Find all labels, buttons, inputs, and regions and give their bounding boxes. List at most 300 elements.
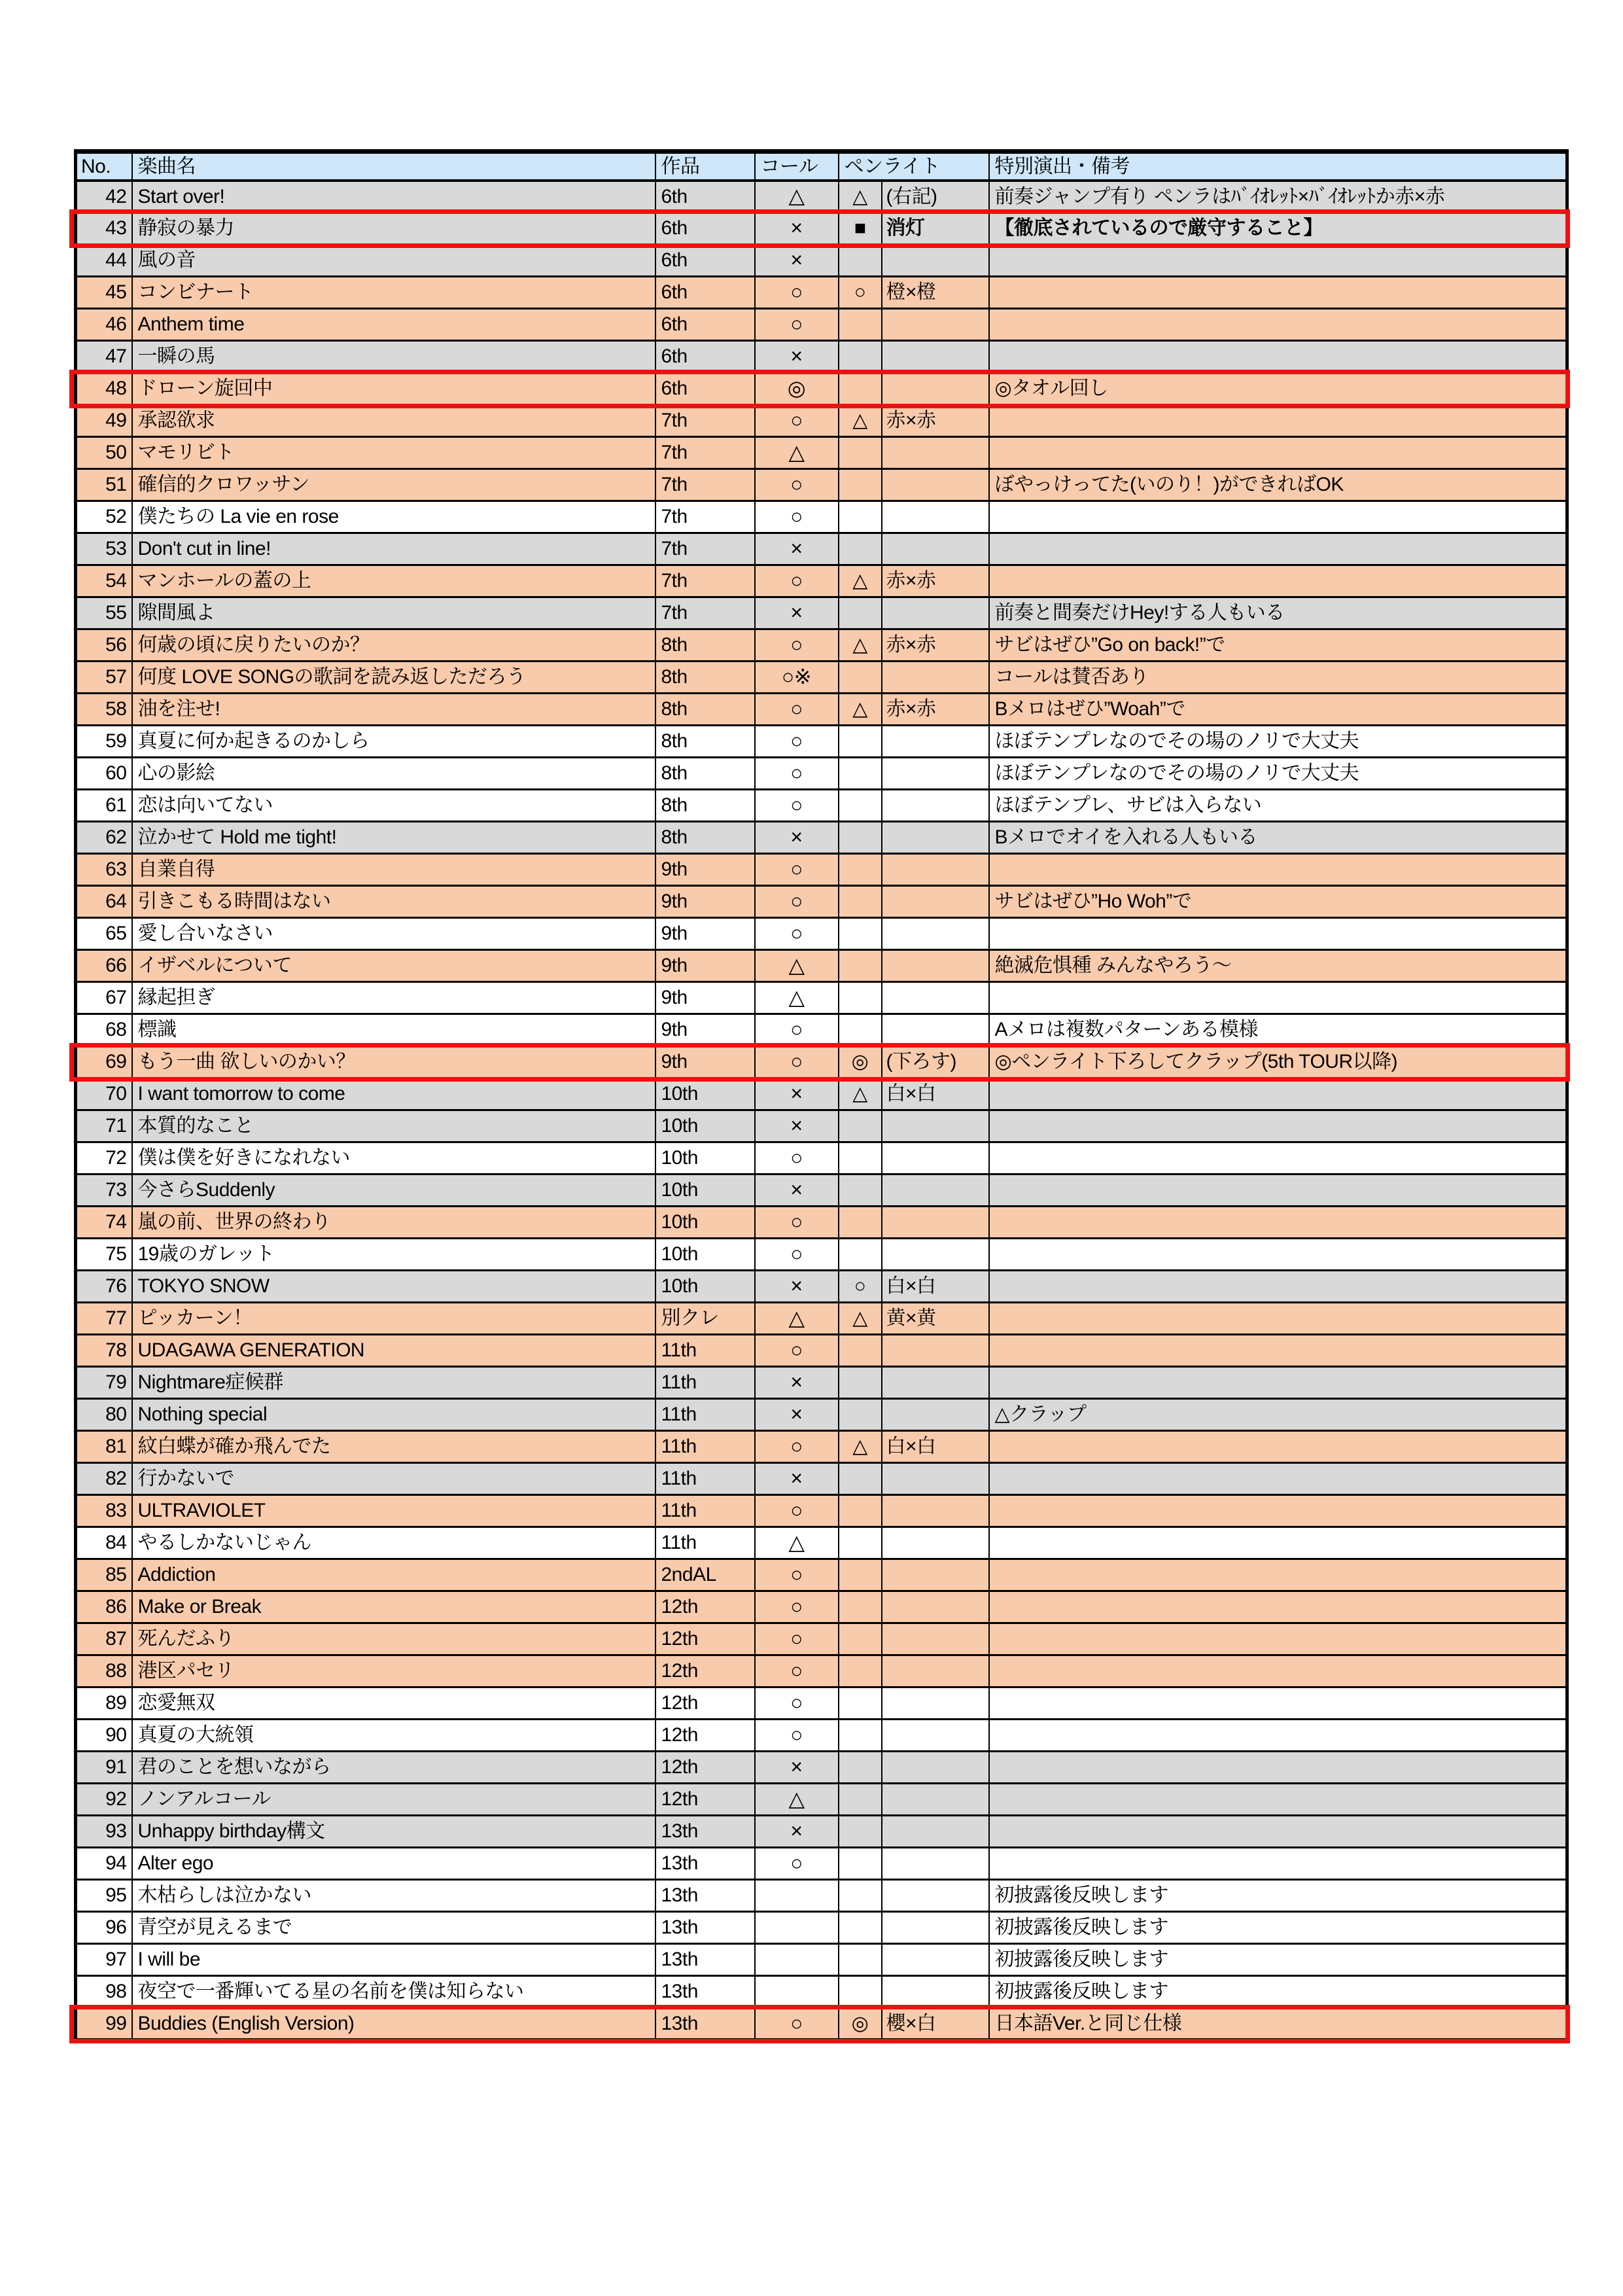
cell-row-number: 61 bbox=[76, 790, 132, 822]
table-row bbox=[76, 469, 1567, 501]
cell-note: Aメロは複数パターンある模様 bbox=[989, 1014, 1567, 1046]
cell-row-number: 94 bbox=[76, 1848, 132, 1880]
cell-penlight-color bbox=[882, 597, 989, 629]
cell-call-symbol: × bbox=[755, 533, 839, 565]
col-header-penlight: ペンライト bbox=[839, 152, 989, 181]
cell-work: 13th bbox=[655, 1880, 755, 1912]
cell-work: 9th bbox=[655, 950, 755, 982]
table-row bbox=[76, 1527, 1567, 1559]
cell-penlight-symbol: △ bbox=[839, 405, 882, 437]
cell-penlight-symbol: ◎ bbox=[839, 1046, 882, 1078]
cell-work: 10th bbox=[655, 1142, 755, 1174]
cell-work: 11th bbox=[655, 1463, 755, 1495]
cell-work: 7th bbox=[655, 501, 755, 533]
cell-work: 別クレ bbox=[655, 1303, 755, 1335]
cell-penlight-symbol bbox=[839, 245, 882, 277]
cell-penlight-symbol bbox=[839, 982, 882, 1014]
cell-note bbox=[989, 1559, 1567, 1591]
cell-penlight-symbol bbox=[839, 1207, 882, 1239]
cell-note bbox=[989, 1784, 1567, 1816]
cell-note bbox=[989, 1367, 1567, 1399]
cell-row-number: 89 bbox=[76, 1687, 132, 1720]
cell-row-number: 57 bbox=[76, 662, 132, 694]
cell-call-symbol bbox=[755, 1880, 839, 1912]
cell-row-number: 70 bbox=[76, 1078, 132, 1110]
cell-call-symbol: △ bbox=[755, 1784, 839, 1816]
cell-song-title: 19歳のガレット bbox=[132, 1239, 655, 1271]
table-row bbox=[76, 1880, 1567, 1912]
cell-note bbox=[989, 1335, 1567, 1367]
cell-note: 前奏ジャンプ有り ペンラはﾊﾞｲｵﾚｯﾄ×ﾊﾞｲｵﾚｯﾄか赤×赤 bbox=[989, 181, 1567, 213]
table-row bbox=[76, 1655, 1567, 1687]
cell-song-title: 今さらSuddenly bbox=[132, 1174, 655, 1207]
cell-penlight-symbol: △ bbox=[839, 1431, 882, 1463]
cell-row-number: 45 bbox=[76, 277, 132, 309]
table-row bbox=[76, 2008, 1567, 2040]
cell-note bbox=[989, 1142, 1567, 1174]
cell-row-number: 75 bbox=[76, 1239, 132, 1271]
cell-call-symbol: × bbox=[755, 1271, 839, 1303]
cell-call-symbol: ○ bbox=[755, 1142, 839, 1174]
cell-work: 10th bbox=[655, 1174, 755, 1207]
cell-call-symbol: ○ bbox=[755, 790, 839, 822]
cell-penlight-symbol bbox=[839, 1239, 882, 1271]
cell-row-number: 67 bbox=[76, 982, 132, 1014]
cell-work: 11th bbox=[655, 1367, 755, 1399]
cell-call-symbol: × bbox=[755, 213, 839, 245]
cell-row-number: 87 bbox=[76, 1623, 132, 1655]
cell-work: 6th bbox=[655, 245, 755, 277]
table-row bbox=[76, 1431, 1567, 1463]
cell-work: 8th bbox=[655, 694, 755, 726]
cell-note bbox=[989, 1174, 1567, 1207]
table-row bbox=[76, 726, 1567, 758]
cell-penlight-symbol: △ bbox=[839, 1078, 882, 1110]
table-row bbox=[76, 1944, 1567, 1976]
table-row bbox=[76, 437, 1567, 469]
table-row bbox=[76, 309, 1567, 341]
cell-song-title: 愛し合いなさい bbox=[132, 918, 655, 950]
table-row bbox=[76, 341, 1567, 373]
cell-work: 9th bbox=[655, 918, 755, 950]
cell-call-symbol: × bbox=[755, 822, 839, 854]
cell-note bbox=[989, 437, 1567, 469]
cell-row-number: 47 bbox=[76, 341, 132, 373]
cell-work: 11th bbox=[655, 1399, 755, 1431]
cell-penlight-color bbox=[882, 1527, 989, 1559]
cell-note bbox=[989, 309, 1567, 341]
table-row bbox=[76, 405, 1567, 437]
cell-note: ほぼテンプレなのでその場のノリで大丈夫 bbox=[989, 726, 1567, 758]
cell-penlight-color bbox=[882, 1559, 989, 1591]
cell-note bbox=[989, 1495, 1567, 1527]
cell-note: 日本語Ver.と同じ仕様 bbox=[989, 2008, 1567, 2040]
cell-penlight-color bbox=[882, 1110, 989, 1142]
cell-note: ほぼテンプレ、サビは入らない bbox=[989, 790, 1567, 822]
cell-call-symbol: ○ bbox=[755, 1046, 839, 1078]
cell-row-number: 86 bbox=[76, 1591, 132, 1623]
cell-penlight-color bbox=[882, 886, 989, 918]
cell-row-number: 77 bbox=[76, 1303, 132, 1335]
cell-note: コールは賛否あり bbox=[989, 662, 1567, 694]
cell-call-symbol: × bbox=[755, 1399, 839, 1431]
table-row bbox=[76, 565, 1567, 597]
cell-note: ぼやっけってた(いのり！)ができればOK bbox=[989, 469, 1567, 501]
cell-row-number: 59 bbox=[76, 726, 132, 758]
cell-work: 7th bbox=[655, 405, 755, 437]
cell-penlight-symbol bbox=[839, 437, 882, 469]
cell-penlight-color bbox=[882, 1848, 989, 1880]
cell-penlight-symbol bbox=[839, 597, 882, 629]
cell-call-symbol: ○ bbox=[755, 501, 839, 533]
cell-call-symbol: ○ bbox=[755, 1623, 839, 1655]
cell-penlight-symbol bbox=[839, 341, 882, 373]
cell-row-number: 43 bbox=[76, 213, 132, 245]
cell-call-symbol: △ bbox=[755, 437, 839, 469]
cell-work: 7th bbox=[655, 437, 755, 469]
cell-penlight-symbol bbox=[839, 1944, 882, 1976]
cell-call-symbol: △ bbox=[755, 181, 839, 213]
col-header-call: コール bbox=[755, 152, 839, 181]
cell-call-symbol: × bbox=[755, 245, 839, 277]
cell-penlight-color bbox=[882, 501, 989, 533]
table-row bbox=[76, 1271, 1567, 1303]
cell-work: 12th bbox=[655, 1591, 755, 1623]
cell-row-number: 97 bbox=[76, 1944, 132, 1976]
cell-song-title: 確信的クロワッサン bbox=[132, 469, 655, 501]
cell-penlight-symbol bbox=[839, 1720, 882, 1752]
cell-penlight-color: (右記) bbox=[882, 181, 989, 213]
cell-note: 絶滅危惧種 みんなやろう～ bbox=[989, 950, 1567, 982]
cell-penlight-symbol bbox=[839, 1655, 882, 1687]
cell-call-symbol: ○※ bbox=[755, 662, 839, 694]
cell-penlight-color bbox=[882, 982, 989, 1014]
cell-call-symbol: × bbox=[755, 1463, 839, 1495]
cell-penlight-color bbox=[882, 726, 989, 758]
cell-penlight-color bbox=[882, 1816, 989, 1848]
cell-note bbox=[989, 1591, 1567, 1623]
table-row bbox=[76, 501, 1567, 533]
table-row bbox=[76, 918, 1567, 950]
cell-penlight-color bbox=[882, 1207, 989, 1239]
cell-penlight-color bbox=[882, 1591, 989, 1623]
cell-penlight-symbol bbox=[839, 1912, 882, 1944]
cell-song-title: 一瞬の馬 bbox=[132, 341, 655, 373]
cell-song-title: 恋は向いてない bbox=[132, 790, 655, 822]
cell-note: 【徹底されているので厳守すること】 bbox=[989, 213, 1567, 245]
table-row bbox=[76, 1720, 1567, 1752]
table-row bbox=[76, 629, 1567, 662]
table-row bbox=[76, 982, 1567, 1014]
cell-song-title: 何歳の頃に戻りたいのか？ bbox=[132, 629, 655, 662]
cell-song-title: Addiction bbox=[132, 1559, 655, 1591]
cell-call-symbol bbox=[755, 1944, 839, 1976]
table-row bbox=[76, 373, 1567, 405]
cell-song-title: Nightmare症候群 bbox=[132, 1367, 655, 1399]
cell-note: 初披露後反映します bbox=[989, 1880, 1567, 1912]
cell-penlight-color: 赤×赤 bbox=[882, 565, 989, 597]
cell-song-title: I want tomorrow to come bbox=[132, 1078, 655, 1110]
cell-penlight-color bbox=[882, 1142, 989, 1174]
table-row bbox=[76, 790, 1567, 822]
cell-song-title: I will be bbox=[132, 1944, 655, 1976]
cell-row-number: 88 bbox=[76, 1655, 132, 1687]
col-header-no: No. bbox=[76, 152, 132, 181]
cell-work: 7th bbox=[655, 469, 755, 501]
cell-penlight-color: 櫻×白 bbox=[882, 2008, 989, 2040]
cell-note: △クラップ bbox=[989, 1399, 1567, 1431]
cell-note bbox=[989, 1271, 1567, 1303]
cell-row-number: 73 bbox=[76, 1174, 132, 1207]
cell-penlight-color: 赤×赤 bbox=[882, 629, 989, 662]
cell-row-number: 46 bbox=[76, 309, 132, 341]
cell-work: 13th bbox=[655, 1816, 755, 1848]
table-row bbox=[76, 533, 1567, 565]
cell-penlight-color bbox=[882, 1399, 989, 1431]
cell-penlight-symbol bbox=[839, 854, 882, 886]
cell-song-title: 行かないで bbox=[132, 1463, 655, 1495]
cell-note bbox=[989, 982, 1567, 1014]
cell-penlight-color bbox=[882, 1976, 989, 2008]
cell-row-number: 56 bbox=[76, 629, 132, 662]
cell-row-number: 49 bbox=[76, 405, 132, 437]
cell-row-number: 91 bbox=[76, 1752, 132, 1784]
cell-call-symbol: △ bbox=[755, 1527, 839, 1559]
cell-penlight-symbol bbox=[839, 309, 882, 341]
cell-row-number: 92 bbox=[76, 1784, 132, 1816]
cell-penlight-color bbox=[882, 1912, 989, 1944]
cell-penlight-symbol bbox=[839, 1014, 882, 1046]
table-row bbox=[76, 1014, 1567, 1046]
cell-note: ◎ペンライト下ろしてクラップ(5th TOUR以降) bbox=[989, 1046, 1567, 1078]
cell-call-symbol: ○ bbox=[755, 1207, 839, 1239]
cell-penlight-symbol bbox=[839, 822, 882, 854]
cell-row-number: 63 bbox=[76, 854, 132, 886]
cell-song-title: 真夏の大統領 bbox=[132, 1720, 655, 1752]
cell-work: 12th bbox=[655, 1687, 755, 1720]
cell-call-symbol: ○ bbox=[755, 629, 839, 662]
cell-call-symbol: × bbox=[755, 1174, 839, 1207]
cell-note: ほぼテンプレなのでその場のノリで大丈夫 bbox=[989, 758, 1567, 790]
cell-note bbox=[989, 1110, 1567, 1142]
cell-penlight-symbol: △ bbox=[839, 629, 882, 662]
cell-penlight-symbol bbox=[839, 469, 882, 501]
cell-row-number: 84 bbox=[76, 1527, 132, 1559]
cell-note: 前奏と間奏だけHey!する人もいる bbox=[989, 597, 1567, 629]
cell-call-symbol: ◎ bbox=[755, 373, 839, 405]
cell-work: 8th bbox=[655, 726, 755, 758]
cell-penlight-color: (下ろす) bbox=[882, 1046, 989, 1078]
cell-work: 6th bbox=[655, 341, 755, 373]
cell-call-symbol: ○ bbox=[755, 694, 839, 726]
cell-row-number: 58 bbox=[76, 694, 132, 726]
cell-work: 12th bbox=[655, 1623, 755, 1655]
cell-row-number: 74 bbox=[76, 1207, 132, 1239]
cell-penlight-color bbox=[882, 918, 989, 950]
cell-work: 6th bbox=[655, 181, 755, 213]
table-row bbox=[76, 1463, 1567, 1495]
cell-song-title: 真夏に何か起きるのかしら bbox=[132, 726, 655, 758]
cell-song-title: 君のことを想いながら bbox=[132, 1752, 655, 1784]
table-row bbox=[76, 1110, 1567, 1142]
cell-penlight-symbol: ■ bbox=[839, 213, 882, 245]
cell-penlight-color bbox=[882, 758, 989, 790]
cell-note: Bメロはぜひ”Woah”で bbox=[989, 694, 1567, 726]
cell-song-title: 僕たちの La vie en rose bbox=[132, 501, 655, 533]
cell-penlight-color bbox=[882, 309, 989, 341]
col-header-song-title: 楽曲名 bbox=[132, 152, 655, 181]
cell-penlight-symbol: △ bbox=[839, 565, 882, 597]
cell-row-number: 82 bbox=[76, 1463, 132, 1495]
cell-call-symbol: △ bbox=[755, 982, 839, 1014]
cell-work: 11th bbox=[655, 1495, 755, 1527]
cell-song-title: Unhappy birthday構文 bbox=[132, 1816, 655, 1848]
cell-call-symbol: × bbox=[755, 1110, 839, 1142]
cell-song-title: ノンアルコール bbox=[132, 1784, 655, 1816]
cell-song-title: 標識 bbox=[132, 1014, 655, 1046]
table-row bbox=[76, 1399, 1567, 1431]
cell-work: 8th bbox=[655, 822, 755, 854]
cell-row-number: 85 bbox=[76, 1559, 132, 1591]
cell-row-number: 80 bbox=[76, 1399, 132, 1431]
cell-note bbox=[989, 1431, 1567, 1463]
cell-work: 6th bbox=[655, 309, 755, 341]
cell-note bbox=[989, 1463, 1567, 1495]
cell-penlight-color bbox=[882, 341, 989, 373]
cell-call-symbol: △ bbox=[755, 1303, 839, 1335]
table-row bbox=[76, 1559, 1567, 1591]
cell-note bbox=[989, 1527, 1567, 1559]
cell-row-number: 54 bbox=[76, 565, 132, 597]
cell-work: 9th bbox=[655, 1014, 755, 1046]
cell-row-number: 95 bbox=[76, 1880, 132, 1912]
table-row bbox=[76, 1367, 1567, 1399]
table-row bbox=[76, 1495, 1567, 1527]
cell-row-number: 42 bbox=[76, 181, 132, 213]
cell-work: 9th bbox=[655, 982, 755, 1014]
cell-work: 11th bbox=[655, 1431, 755, 1463]
cell-penlight-symbol bbox=[839, 1335, 882, 1367]
cell-row-number: 90 bbox=[76, 1720, 132, 1752]
cell-work: 11th bbox=[655, 1335, 755, 1367]
cell-penlight-symbol bbox=[839, 726, 882, 758]
cell-penlight-symbol bbox=[839, 1880, 882, 1912]
header-row bbox=[76, 152, 1567, 181]
cell-penlight-color bbox=[882, 1495, 989, 1527]
cell-call-symbol: ○ bbox=[755, 1687, 839, 1720]
cell-penlight-symbol bbox=[839, 1142, 882, 1174]
table-row bbox=[76, 854, 1567, 886]
cell-row-number: 72 bbox=[76, 1142, 132, 1174]
cell-song-title: 本質的なこと bbox=[132, 1110, 655, 1142]
cell-penlight-symbol bbox=[839, 1687, 882, 1720]
cell-note bbox=[989, 1752, 1567, 1784]
cell-note bbox=[989, 1207, 1567, 1239]
cell-note bbox=[989, 854, 1567, 886]
col-header-note: 特別演出・備考 bbox=[989, 152, 1567, 181]
table-row bbox=[76, 822, 1567, 854]
cell-call-symbol: ○ bbox=[755, 1655, 839, 1687]
cell-note bbox=[989, 1239, 1567, 1271]
cell-song-title: ULTRAVIOLET bbox=[132, 1495, 655, 1527]
cell-work: 2ndAL bbox=[655, 1559, 755, 1591]
cell-penlight-symbol bbox=[839, 758, 882, 790]
cell-penlight-symbol bbox=[839, 1623, 882, 1655]
cell-penlight-symbol bbox=[839, 1110, 882, 1142]
cell-note: Bメロでオイを入れる人もいる bbox=[989, 822, 1567, 854]
cell-work: 9th bbox=[655, 886, 755, 918]
cell-call-symbol: × bbox=[755, 1367, 839, 1399]
cell-penlight-symbol bbox=[839, 1527, 882, 1559]
cell-note: 初披露後反映します bbox=[989, 1944, 1567, 1976]
cell-work: 9th bbox=[655, 854, 755, 886]
table-row bbox=[76, 662, 1567, 694]
cell-penlight-color bbox=[882, 1944, 989, 1976]
cell-penlight-color bbox=[882, 1623, 989, 1655]
cell-call-symbol: ○ bbox=[755, 405, 839, 437]
cell-penlight-symbol bbox=[839, 918, 882, 950]
cell-note bbox=[989, 1303, 1567, 1335]
cell-song-title: イザベルについて bbox=[132, 950, 655, 982]
cell-work: 12th bbox=[655, 1655, 755, 1687]
cell-song-title: ピッカーン！ bbox=[132, 1303, 655, 1335]
table-row bbox=[76, 1239, 1567, 1271]
cell-penlight-color: 白×白 bbox=[882, 1271, 989, 1303]
call-guide-sheet bbox=[74, 149, 1565, 2041]
cell-song-title: 静寂の暴力 bbox=[132, 213, 655, 245]
table-row bbox=[76, 1976, 1567, 2008]
cell-penlight-symbol: ○ bbox=[839, 1271, 882, 1303]
cell-penlight-symbol bbox=[839, 1495, 882, 1527]
cell-work: 13th bbox=[655, 2008, 755, 2040]
cell-penlight-symbol bbox=[839, 1976, 882, 2008]
table-row bbox=[76, 1816, 1567, 1848]
cell-row-number: 99 bbox=[76, 2008, 132, 2040]
cell-penlight-color bbox=[882, 950, 989, 982]
table-row bbox=[76, 1046, 1567, 1078]
cell-row-number: 62 bbox=[76, 822, 132, 854]
cell-penlight-symbol bbox=[839, 1784, 882, 1816]
cell-work: 7th bbox=[655, 597, 755, 629]
cell-row-number: 76 bbox=[76, 1271, 132, 1303]
cell-call-symbol: ○ bbox=[755, 1335, 839, 1367]
table-row bbox=[76, 1591, 1567, 1623]
cell-call-symbol: ○ bbox=[755, 726, 839, 758]
cell-note bbox=[989, 277, 1567, 309]
cell-call-symbol: ○ bbox=[755, 469, 839, 501]
table-row bbox=[76, 181, 1567, 213]
cell-song-title: 風の音 bbox=[132, 245, 655, 277]
table-row bbox=[76, 1174, 1567, 1207]
cell-work: 8th bbox=[655, 758, 755, 790]
cell-row-number: 60 bbox=[76, 758, 132, 790]
cell-penlight-color bbox=[882, 533, 989, 565]
table-row bbox=[76, 1078, 1567, 1110]
cell-song-title: やるしかないじゃん bbox=[132, 1527, 655, 1559]
table-row bbox=[76, 597, 1567, 629]
cell-penlight-symbol bbox=[839, 1559, 882, 1591]
cell-work: 7th bbox=[655, 565, 755, 597]
cell-note bbox=[989, 405, 1567, 437]
cell-penlight-color bbox=[882, 1335, 989, 1367]
cell-note bbox=[989, 1623, 1567, 1655]
cell-call-symbol: △ bbox=[755, 950, 839, 982]
table-row bbox=[76, 1335, 1567, 1367]
cell-call-symbol: ○ bbox=[755, 277, 839, 309]
cell-penlight-color: 白×白 bbox=[882, 1431, 989, 1463]
cell-note bbox=[989, 245, 1567, 277]
cell-call-symbol: ○ bbox=[755, 758, 839, 790]
